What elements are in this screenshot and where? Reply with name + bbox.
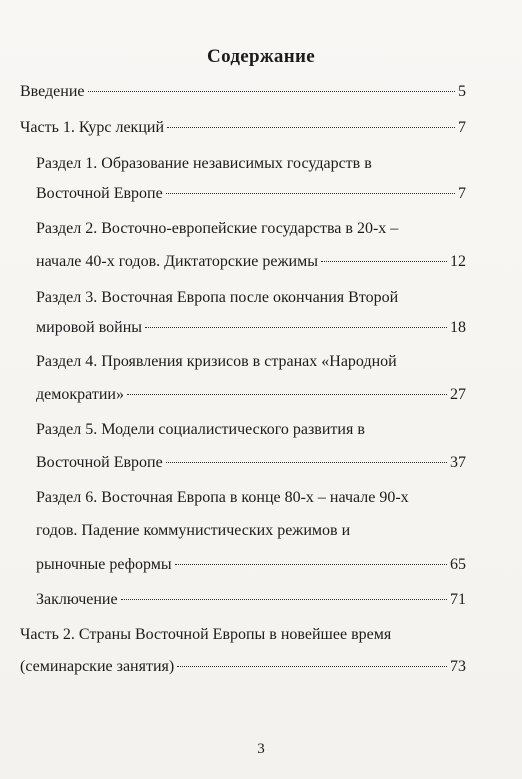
toc-entry-text: Раздел 1. Образование независимых государств в <box>36 155 372 172</box>
toc-page-number: 71 <box>450 591 466 608</box>
leader-dots <box>321 261 447 262</box>
toc-entry-section-2[interactable] <box>36 250 466 274</box>
toc-entry-text: Раздел 2. Восточно-европейские государства в 20-х – <box>36 220 399 237</box>
toc-entry-text: Восточной Европе <box>36 454 163 471</box>
leader-dots <box>167 127 455 128</box>
toc-entry-text: мировой войны <box>36 319 143 336</box>
toc-entry-introduction[interactable] <box>20 80 466 104</box>
toc-title: Содержание <box>207 46 315 67</box>
toc-entry-section-3-line1 <box>36 286 398 310</box>
leader-dots <box>177 666 447 667</box>
toc-entry-text: Заключение <box>36 591 118 608</box>
toc-entry-text: годов. Падение коммунистических режимов и <box>36 522 351 539</box>
toc-entry-text: (семинарские занятия) <box>20 658 175 675</box>
toc-entry-text: Раздел 6. Восточная Европа в конце 80-х – начале 90-х <box>36 489 409 506</box>
leader-dots <box>121 599 447 600</box>
leader-dots <box>175 564 447 565</box>
toc-entry-section-6-line2 <box>36 519 350 543</box>
leader-dots <box>127 394 447 395</box>
toc-entry-section-4-line1 <box>36 350 397 374</box>
toc-entry-section-5-line1 <box>36 418 365 442</box>
toc-page-number: 37 <box>450 454 466 471</box>
toc-entry-text: Часть 2. Страны Восточной Европы в новейшее время <box>20 626 392 643</box>
leader-dots <box>88 91 456 92</box>
toc-entry-text: Раздел 3. Восточная Европа после окончания Второй <box>36 289 399 306</box>
toc-page-number: 12 <box>450 253 466 270</box>
toc-entry-section-6[interactable] <box>36 553 466 577</box>
toc-entry-section-1[interactable] <box>36 182 466 206</box>
toc-entry-part-1[interactable] <box>20 116 466 140</box>
toc-page-number: 65 <box>450 556 466 573</box>
toc-entry-text: Раздел 4. Проявления кризисов в странах «Народной <box>36 353 397 370</box>
leader-dots <box>166 462 447 463</box>
page-number: 3 <box>257 741 265 757</box>
toc-entry-part-2[interactable] <box>20 655 466 679</box>
toc-entry-section-1-line1 <box>36 152 372 176</box>
toc-entry-text: рыночные реформы <box>36 556 172 573</box>
toc-entry-text: Часть 1. Курс лекций <box>20 119 165 136</box>
toc-entry-part-2-line1 <box>20 623 391 647</box>
toc-entry-text: начале 40-х годов. Диктаторские режимы <box>36 253 318 270</box>
toc-page-number: 5 <box>458 83 466 100</box>
toc-entry-conclusion[interactable] <box>36 588 466 612</box>
toc-page-number: 7 <box>458 119 466 136</box>
toc-page-number: 18 <box>450 319 466 336</box>
toc-entry-section-2-line1 <box>36 217 398 241</box>
toc-entry-text: Восточной Европе <box>36 185 163 202</box>
leader-dots <box>145 327 447 328</box>
toc-page-number: 7 <box>458 185 466 202</box>
toc-entry-section-6-line1 <box>36 486 409 510</box>
toc-page-number: 27 <box>450 386 466 403</box>
toc-entry-section-4[interactable] <box>36 383 466 407</box>
toc-entry-section-5[interactable] <box>36 451 466 475</box>
toc-entry-text: Раздел 5. Модели социалистического развития в <box>36 421 365 438</box>
toc-page-number: 73 <box>450 658 466 675</box>
toc-entry-text: демократии» <box>36 386 124 403</box>
leader-dots <box>166 193 455 194</box>
toc-entry-text: Введение <box>20 83 85 100</box>
toc-entry-section-3[interactable] <box>36 316 466 340</box>
